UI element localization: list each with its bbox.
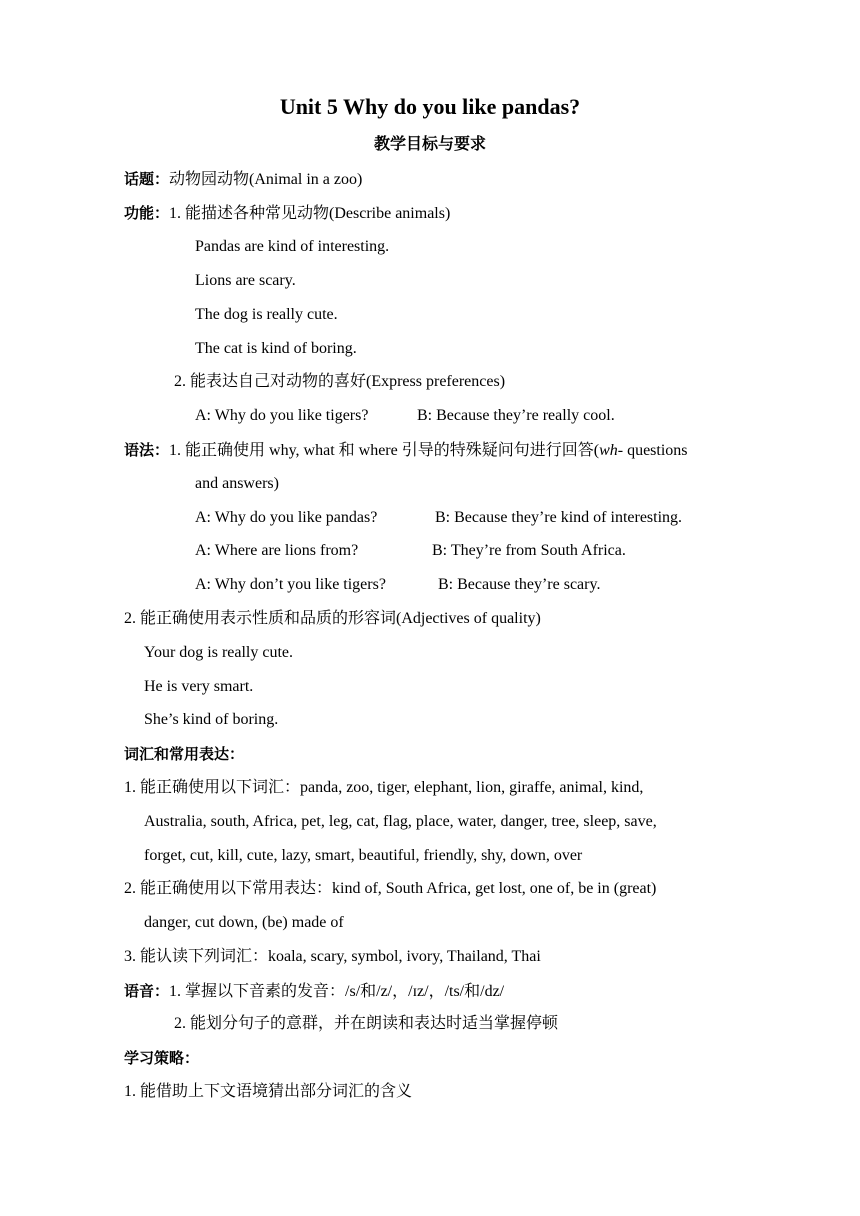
- function-label: 功能：: [124, 204, 170, 222]
- vocab-line: 2. 能正确使用以下常用表达：kind of, South Africa, get lost, one of, be in (great): [124, 880, 657, 897]
- strategy-label: 学习策略：: [124, 1049, 200, 1067]
- function-example: The dog is really cute.: [195, 306, 338, 323]
- phonetics-line-1: [124, 980, 504, 1003]
- vocab-line: danger, cut down, (be) made of: [144, 914, 344, 931]
- page-subtitle: 教学目标与要求: [373, 134, 486, 153]
- grammar-dialog-b: B: Because they’re kind of interesting.: [435, 509, 683, 526]
- grammar-line-1: [124, 439, 688, 462]
- function-item-2: 2. 能表达自己对动物的喜好(Express preferences): [174, 373, 506, 390]
- function-line-1: [124, 202, 450, 225]
- vocab-line: forget, cut, kill, cute, lazy, smart, beautiful, friendly, shy, down, over: [144, 847, 583, 864]
- grammar-item-2: 2. 能正确使用表示性质和品质的形容词(Adjectives of quality): [124, 610, 541, 627]
- topic-text: 动物园动物(Animal in a zoo): [169, 171, 363, 188]
- function-example: Pandas are kind of interesting.: [195, 238, 390, 255]
- grammar-dialog-b: B: Because they’re scary.: [438, 576, 601, 593]
- grammar-item-1-em: wh: [599, 442, 618, 459]
- grammar-dialog-b: B: They’re from South Africa.: [432, 542, 626, 559]
- grammar-example: She’s kind of boring.: [144, 711, 279, 728]
- phonetics-item-2: 2. 能划分句子的意群，并在朗读和表达时适当掌握停顿: [174, 1015, 559, 1032]
- grammar-dialog-a: A: Why don’t you like tigers?: [195, 576, 386, 593]
- grammar-item-1-post: - questions: [617, 442, 688, 459]
- topic-label: 话题：: [124, 170, 170, 188]
- grammar-label: 语法：: [124, 441, 170, 459]
- phonetics-label: 语音：: [124, 982, 170, 1000]
- vocab-label: 词汇和常用表达：: [124, 745, 245, 763]
- vocab-line: 3. 能认读下列词汇：koala, scary, symbol, ivory, Thailand, Thai: [124, 948, 541, 965]
- page-title: Unit 5 Why do you like pandas?: [279, 94, 581, 119]
- grammar-example: He is very smart.: [144, 678, 254, 695]
- function-dialog-b: B: Because they’re really cool.: [417, 407, 615, 424]
- grammar-dialog-a: A: Why do you like pandas?: [195, 509, 378, 526]
- grammar-dialog-a: A: Where are lions from?: [195, 542, 359, 559]
- vocab-line: 1. 能正确使用以下词汇：panda, zoo, tiger, elephant, lion, giraffe, animal, kind,: [124, 779, 644, 796]
- function-example: The cat is kind of boring.: [195, 340, 357, 357]
- vocab-line: Australia, south, Africa, pet, leg, cat, flag, place, water, danger, tree, sleep, save,: [144, 813, 657, 830]
- topic-line: [124, 168, 362, 191]
- strategy-item-1: 1. 能借助上下文语境猜出部分词汇的含义: [124, 1083, 413, 1100]
- grammar-example: Your dog is really cute.: [144, 644, 294, 661]
- function-item-1: 1. 能描述各种常见动物(Describe animals): [169, 205, 451, 222]
- grammar-item-1: 1. 能正确使用 why, what 和 where 引导的特殊疑问句进行回答(: [169, 442, 600, 459]
- phonetics-item-1: 1. 掌握以下音素的发音：/s/和/z/，/ɪz/，/ts/和/dz/: [169, 983, 505, 1000]
- function-dialog-a: A: Why do you like tigers?: [195, 407, 369, 424]
- function-example: Lions are scary.: [195, 272, 296, 289]
- grammar-item-1-cont: and answers): [195, 475, 279, 492]
